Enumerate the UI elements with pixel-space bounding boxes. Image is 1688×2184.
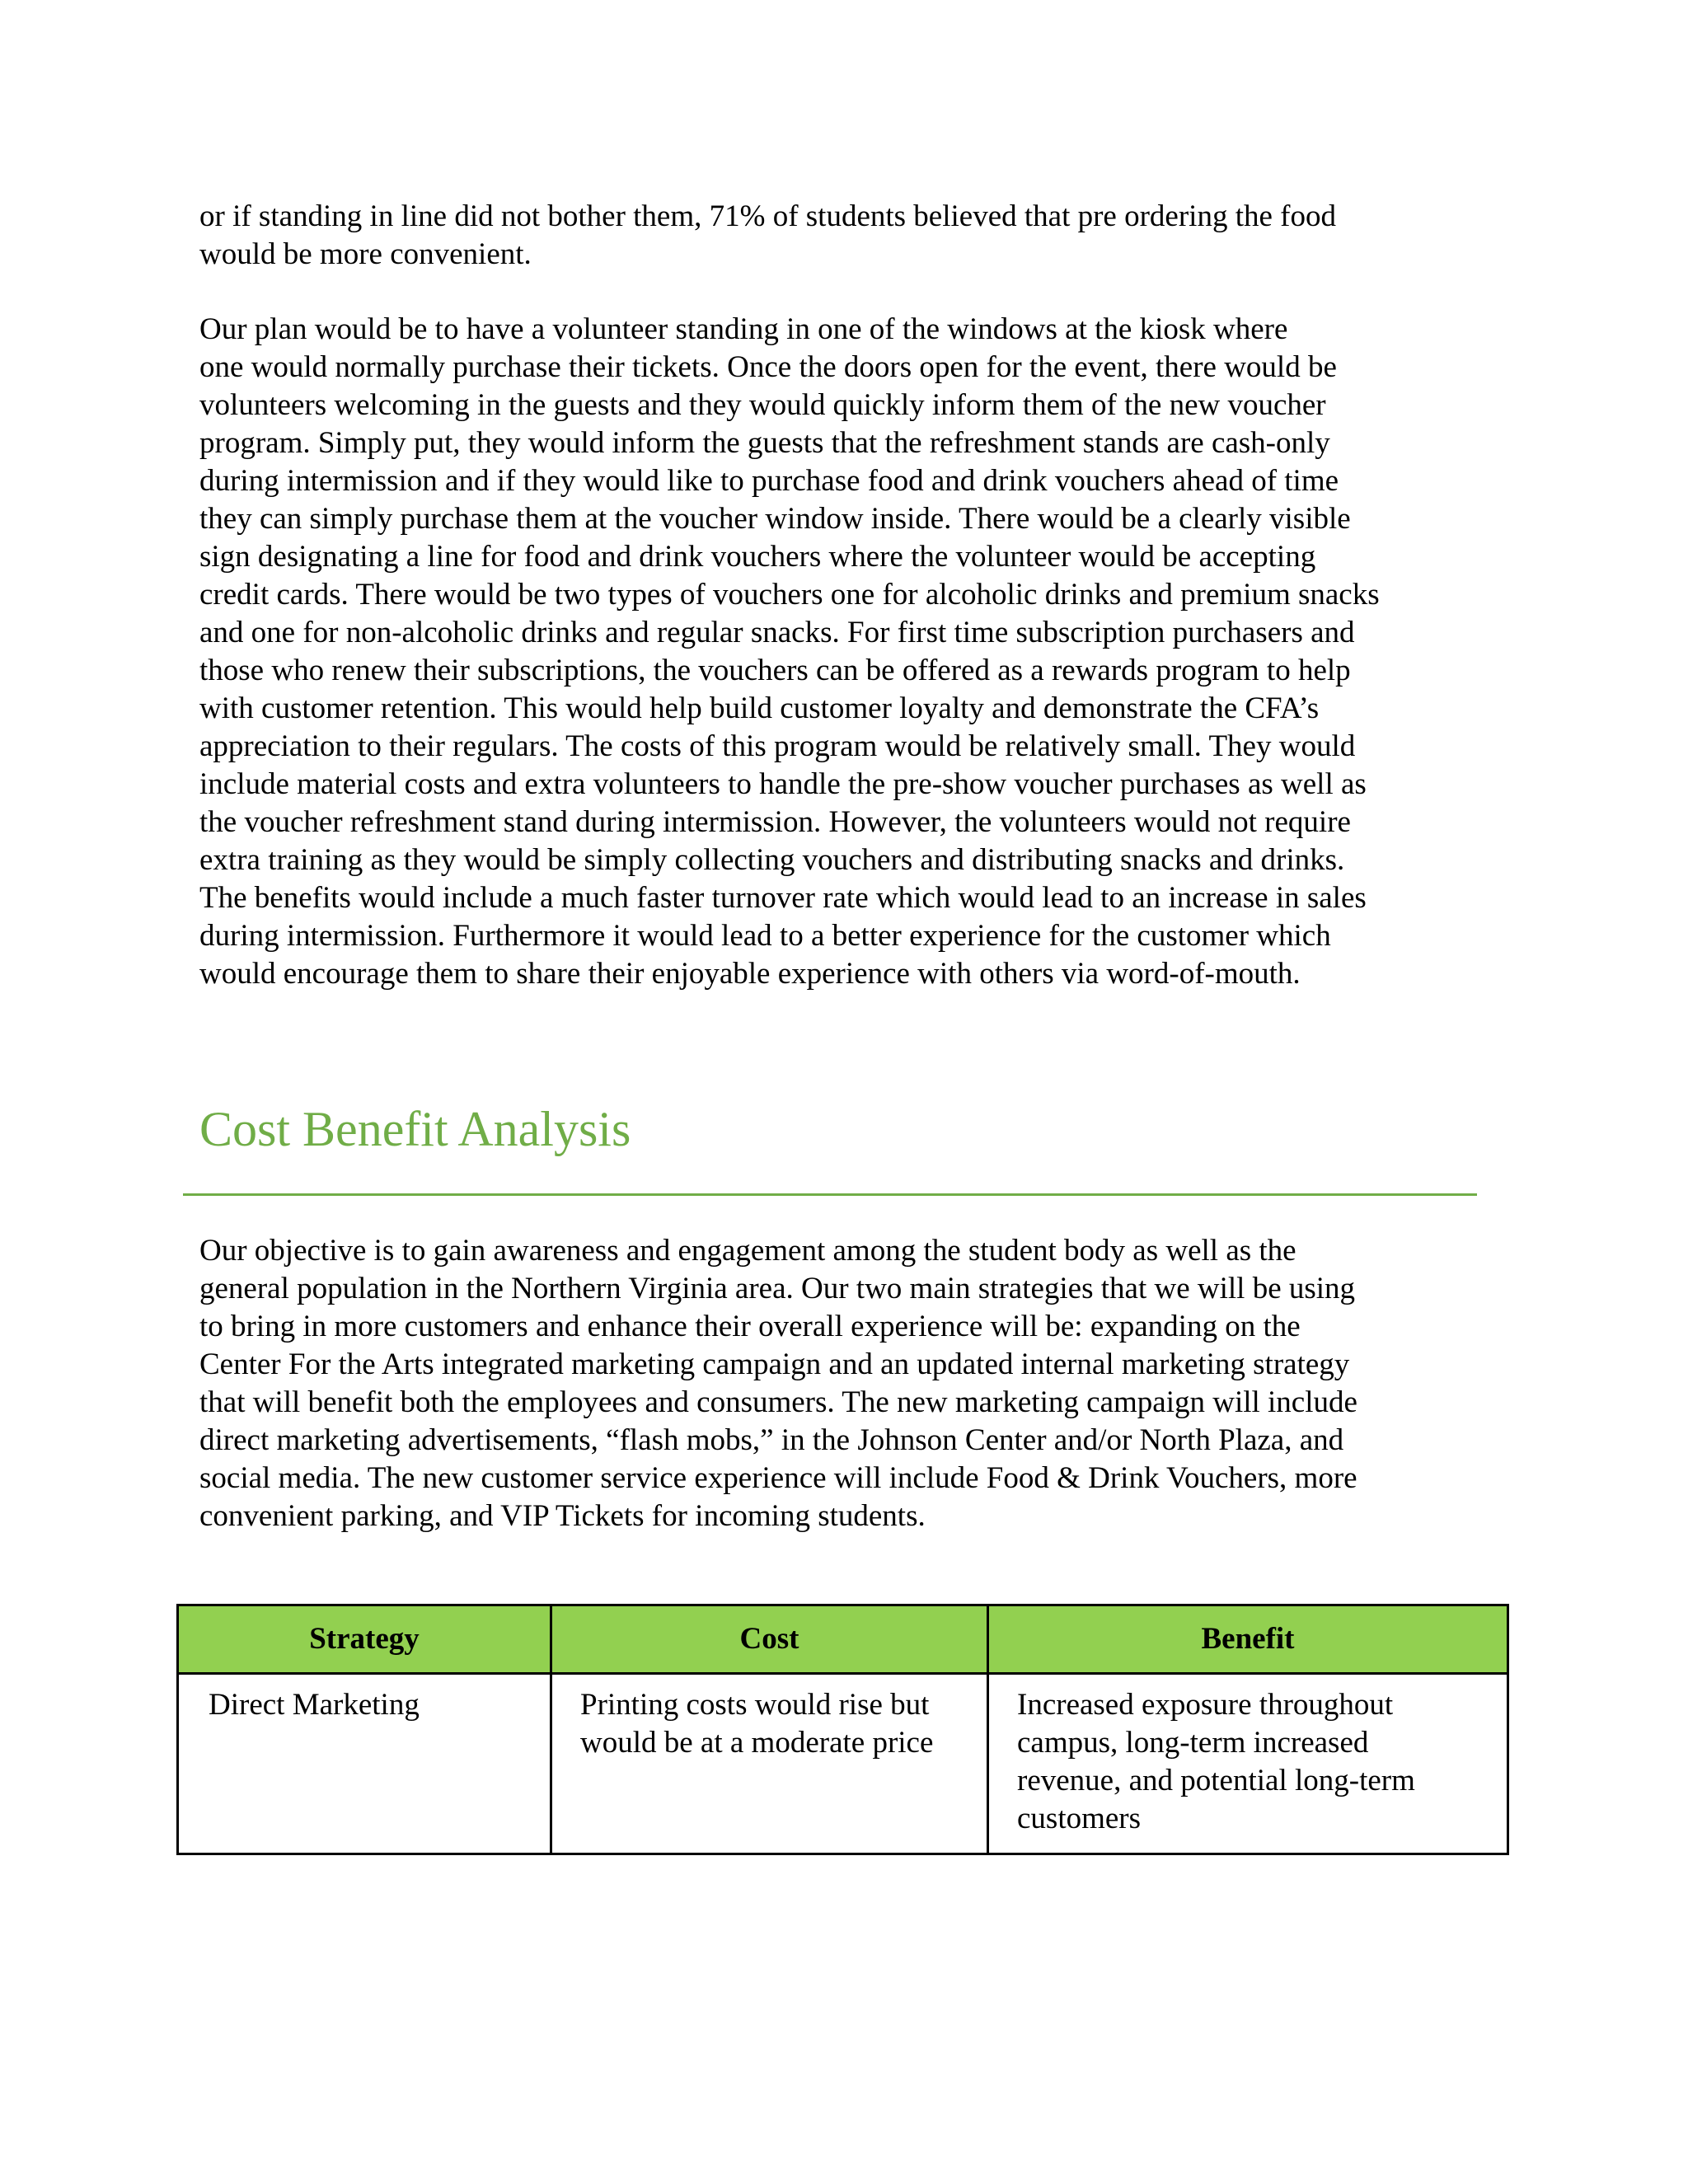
plan-line-14: the voucher refreshment stand during intermission. However, the volunteers would not require bbox=[199, 805, 1351, 839]
plan-line-7: sign designating a line for food and drink vouchers where the volunteer would be accepting bbox=[199, 540, 1316, 574]
objective-line-4: Center For the Arts integrated marketing campaign and an updated internal marketing strategy bbox=[199, 1347, 1350, 1381]
plan-line-13: include material costs and extra volunteers to handle the pre-show voucher purchases as well as bbox=[199, 767, 1367, 801]
cost-line-2: would be at a moderate price bbox=[580, 1726, 934, 1760]
table-row bbox=[178, 1674, 1508, 1854]
plan-line-9: and one for non-alcoholic drinks and regular snacks. For first time subscription purchasers and bbox=[199, 616, 1355, 649]
strategy-cell bbox=[178, 1674, 551, 1854]
benefit-cell bbox=[988, 1674, 1508, 1854]
objective-line-6: direct marketing advertisements, “flash mobs,” in the Johnson Center and/or North Plaza, and bbox=[199, 1423, 1344, 1457]
benefit-line-4: customers bbox=[1017, 1802, 1142, 1835]
intro-line-1: or if standing in line did not bother them, 71% of students believed that pre ordering the food bbox=[199, 199, 1336, 233]
plan-line-15: extra training as they would be simply collecting vouchers and distributing snacks and drinks. bbox=[199, 843, 1345, 877]
header-strategy: Strategy bbox=[178, 1605, 551, 1674]
plan-line-6: they can simply purchase them at the voucher window inside. There would be a clearly visible bbox=[199, 502, 1351, 536]
plan-line-1: Our plan would be to have a volunteer standing in one of the windows at the kiosk where bbox=[199, 312, 1288, 346]
objective-line-7: social media. The new customer service experience will include Food & Drink Vouchers, more bbox=[199, 1461, 1357, 1495]
objective-line-5: that will benefit both the employees and consumers. The new marketing campaign will include bbox=[199, 1385, 1357, 1419]
header-benefit: Benefit bbox=[988, 1605, 1508, 1674]
plan-line-4: program. Simply put, they would inform the guests that the refreshment stands are cash-only bbox=[199, 426, 1330, 460]
table-header-row bbox=[178, 1605, 1508, 1674]
plan-line-5: during intermission and if they would like to purchase food and drink vouchers ahead of time bbox=[199, 464, 1339, 498]
plan-line-8: credit cards. There would be two types of vouchers one for alcoholic drinks and premium snacks bbox=[199, 578, 1380, 612]
plan-line-2: one would normally purchase their tickets. Once the doors open for the event, there would be bbox=[199, 350, 1337, 384]
header-cost: Cost bbox=[551, 1605, 988, 1674]
benefit-line-2: campus, long-term increased bbox=[1017, 1726, 1369, 1760]
plan-line-18: would encourage them to share their enjoyable experience with others via word-of-mouth. bbox=[199, 957, 1301, 991]
benefit-line-3: revenue, and potential long-term bbox=[1017, 1764, 1415, 1797]
cost-cell bbox=[551, 1674, 988, 1854]
objective-line-1: Our objective is to gain awareness and engagement among the student body as well as the bbox=[199, 1234, 1296, 1268]
section-heading: Cost Benefit Analysis bbox=[199, 1102, 631, 1156]
objective-line-2: general population in the Northern Virginia area. Our two main strategies that we will be using bbox=[199, 1272, 1356, 1305]
cost-line-1: Printing costs would rise but bbox=[580, 1688, 930, 1722]
plan-line-16: The benefits would include a much faster turnover rate which would lead to an increase in sales bbox=[199, 881, 1367, 915]
benefit-line-1: Increased exposure throughout bbox=[1017, 1688, 1394, 1722]
objective-line-3: to bring in more customers and enhance their overall experience will be: expanding on the bbox=[199, 1310, 1301, 1343]
intro-line-2: would be more convenient. bbox=[199, 237, 532, 271]
strategy-text: Direct Marketing bbox=[209, 1688, 420, 1722]
plan-line-3: volunteers welcoming in the guests and they would quickly inform them of the new voucher bbox=[199, 388, 1326, 422]
cost-benefit-table bbox=[176, 1604, 1509, 1855]
plan-line-11: with customer retention. This would help build customer loyalty and demonstrate the CFA’s bbox=[199, 691, 1320, 725]
plan-line-12: appreciation to their regulars. The costs of this program would be relatively small. They would bbox=[199, 729, 1356, 763]
plan-line-17: during intermission. Furthermore it would lead to a better experience for the customer which bbox=[199, 919, 1331, 953]
heading-divider bbox=[183, 1193, 1477, 1196]
plan-line-10: those who renew their subscriptions, the vouchers can be offered as a rewards program to help bbox=[199, 654, 1351, 687]
objective-line-8: convenient parking, and VIP Tickets for incoming students. bbox=[199, 1499, 926, 1533]
